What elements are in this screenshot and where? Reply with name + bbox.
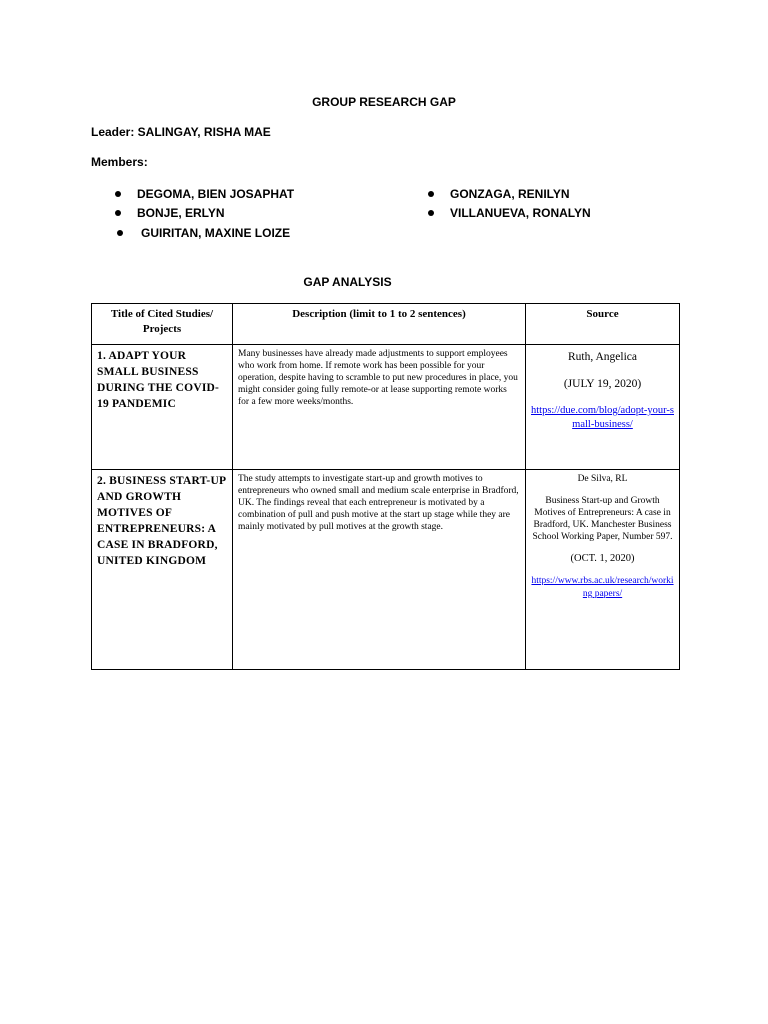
- source-link[interactable]: https://www.rbs.ac.uk/research/working papers/: [531, 576, 674, 599]
- bullet-icon: [115, 210, 121, 216]
- study-description: The study attempts to investigate start-up and growth motives to entrepreneurs who owned small and medium scale enterprise in Bradford, UK. The findings reveal that each entrepreneur is motivated by a combination of pull and push motive at the start up stage while they are mainly motivated by pull motives at the growth stage.: [233, 470, 526, 670]
- source-link[interactable]: https://due.com/blog/adopt-your-small-business/: [531, 405, 674, 430]
- study-source: [526, 345, 680, 470]
- gap-analysis-title: GAP ANALYSIS: [303, 275, 392, 289]
- member-list-item: DEGOMA, BIEN JOSAPHAT: [115, 186, 294, 202]
- study-title: 2. BUSINESS START-UP AND GROWTH MOTIVES OF ENTREPRENEURS: A CASE IN BRADFORD, UNITED KINGDOM: [92, 470, 233, 670]
- member-list-item: BONJE, ERLYN: [115, 205, 225, 221]
- table-header-row: [92, 304, 680, 345]
- member-list-item: GUIRITAN, MAXINE LOIZE: [117, 225, 290, 241]
- table-row: [92, 470, 680, 670]
- document-title: GROUP RESEARCH GAP: [312, 95, 456, 109]
- gap-analysis-table: [91, 303, 680, 670]
- header-title: Title of Cited Studies/ Projects: [92, 304, 233, 345]
- source-author: De Silva, RL: [577, 474, 628, 484]
- study-description: Many businesses have already made adjustments to support employees who work from home. If remote work has been possible for your operation, despite having to scramble to put new procedures in place, you might consider going fully remote-or at lease supporting remote works for a few more weeks/months.: [233, 345, 526, 470]
- source-date: (OCT. 1, 2020): [570, 553, 635, 564]
- header-source: Source: [526, 304, 680, 345]
- table-row: [92, 345, 680, 470]
- source-publication: Business Start-up and Growth Motives of Entrepreneurs: A case in Bradford, UK. Manchester Business School Working Paper, Number 597.: [532, 496, 673, 542]
- member-list-item: GONZAGA, RENILYN: [428, 186, 570, 202]
- header-description: Description (limit to 1 to 2 sentences): [233, 304, 526, 345]
- bullet-icon: [428, 210, 434, 216]
- study-title: 1. ADAPT YOUR SMALL BUSINESS DURING THE COVID-19 PANDEMIC: [92, 345, 233, 470]
- leader-line: Leader: SALINGAY, RISHA MAE: [91, 125, 271, 139]
- bullet-icon: [117, 230, 123, 236]
- member-list-item: VILLANUEVA, RONALYN: [428, 205, 591, 221]
- study-source: [526, 470, 680, 670]
- members-label: Members:: [91, 155, 148, 169]
- source-author: Ruth, Angelica: [568, 351, 637, 363]
- bullet-icon: [115, 191, 121, 197]
- bullet-icon: [428, 191, 434, 197]
- source-date: (JULY 19, 2020): [563, 378, 642, 390]
